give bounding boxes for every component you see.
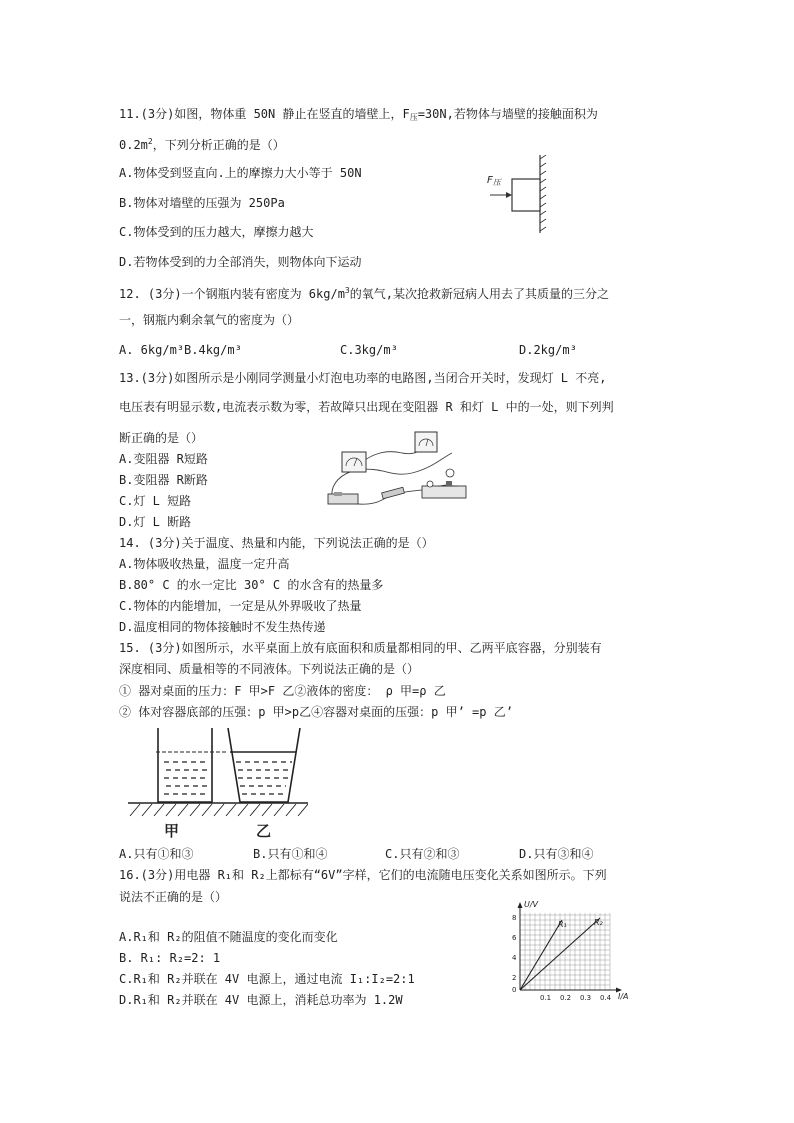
- q15-statement-3-4: ② 体对容器底部的压强：p 甲>p乙④容器对桌面的压强：p 甲’ =p 乙’: [119, 705, 513, 719]
- q15-containers-figure: [128, 726, 308, 840]
- q16-option-c: C.R₁和 R₂并联在 4V 电源上，通过电流 I₁:I₂=2:1: [119, 972, 415, 986]
- q15-label-jia: 甲: [164, 822, 180, 840]
- q16-graph-xlabel: I/A: [618, 992, 629, 1001]
- q15-option-d: D.只有③和④: [519, 847, 594, 861]
- q15-stem-line1: 15. (3分)如图所示，水平桌面上放有底面积和质量都相同的甲、乙两平底容器，分别装有: [119, 641, 602, 655]
- q11-option-a: A.物体受到竖直向.上的摩擦力大小等于 50N: [119, 166, 362, 180]
- q16-graph-r2-label: R₂: [594, 918, 603, 927]
- q11-stem-line2: $0.2m^2$，下列分析正确的是（）: [119, 137, 285, 152]
- q11-wall-figure: [484, 155, 554, 235]
- q13-circuit-figure: [322, 428, 472, 518]
- q13-stem-line1: 13.(3分)如图所示是小刚同学测量小灯泡电功率的电路图,当闭合开关时，发现灯 L 不亮,: [119, 371, 607, 385]
- q14-option-b: B.80° C 的水一定比 30° C 的水含有的热量多: [119, 578, 384, 592]
- q15-option-c: C.只有②和③: [385, 847, 460, 861]
- q13-option-d: D.灯 L 断路: [119, 515, 192, 529]
- q16-option-d: D.R₁和 R₂并联在 4V 电源上，消耗总功率为 1.2W: [119, 993, 403, 1007]
- q16-stem-line2: 说法不正确的是（）: [119, 890, 228, 904]
- q12-stem-line2: 一，钢瓶内剩余氧气的密度为（）: [119, 313, 300, 327]
- q15-statement-1-2: ① 器对桌面的压力：F 甲>F 乙②液体的密度： ρ 甲=ρ 乙: [119, 684, 446, 698]
- q11-option-b: B.物体对墙壁的压强为 250Pa: [119, 196, 285, 210]
- q16-graph-xtick-0-2: 0.2: [560, 994, 572, 1002]
- q16-stem-line1: 16.(3分)用电器 R₁和 R₂上都标有“6V”字样，它们的电流随电压变化关系如图所示。下列: [119, 868, 607, 882]
- q14-option-c: C.物体的内能增加，一定是从外界吸收了热量: [119, 599, 362, 613]
- q15-label-yi: 乙: [256, 822, 272, 840]
- q13-option-a: A.变阻器 R短路: [119, 452, 208, 466]
- q16-graph-r1-label: R₁: [558, 920, 567, 929]
- q12-option-ab: A. 6kg/m³B.4kg/m³: [119, 343, 242, 357]
- q13-option-b: B.变阻器 R断路: [119, 473, 208, 487]
- q16-graph-ytick-6: 6: [512, 934, 517, 942]
- q16-graph-xtick-0-3: 0.3: [580, 994, 592, 1002]
- q16-graph-ytick-8: 8: [512, 914, 517, 922]
- q11-option-d: D.若物体受到的力全部消失，则物体向下运动: [119, 255, 362, 269]
- q15-stem-line2: 深度相同、质量相等的不同液体。下列说法正确的是（）: [119, 662, 420, 676]
- q12-option-c: C.3kg/m³: [340, 343, 398, 357]
- q11-option-c: C.物体受到的压力越大，摩擦力越大: [119, 225, 314, 239]
- q11-stem-line1: 11.(3分)如图，物体重 50N 静止在竖直的墙壁上，$F_压=30N$,若物体与墙壁的接触面积为: [119, 107, 598, 122]
- q15-option-b: B.只有①和④: [253, 847, 328, 861]
- q16-graph-ytick-2: 2: [512, 974, 517, 982]
- q16-graph-ylabel: U/V: [524, 900, 539, 909]
- q13-stem-line2: 电压表有明显示数,电流表示数为零，若故障只出现在变阻器 R 和灯 L 中的一处，则下列判: [119, 400, 614, 414]
- q16-graph-ytick-4: 4: [512, 954, 517, 962]
- q13-stem-line3: 断正确的是（）: [119, 431, 204, 445]
- q14-option-d: D.温度相同的物体接触时不发生热传递: [119, 620, 326, 634]
- q11-force-label: $F_压$: [487, 175, 501, 187]
- q14-option-a: A.物体吸收热量，温度一定升高: [119, 557, 290, 571]
- q16-graph-origin: 0: [512, 986, 517, 994]
- q14-stem: 14. (3分)关于温度、热量和内能，下列说法正确的是（）: [119, 536, 434, 550]
- q12-stem-line1: 12. (3分)一个钢瓶内装有密度为 $6kg/m^3$的氧气,某次抢救新冠病人用去了其质量的三分之: [119, 286, 609, 301]
- q16-graph-xtick-0-4: 0.4: [600, 994, 612, 1002]
- q12-option-d: D.2kg/m³: [519, 343, 577, 357]
- q16-graph-xtick-0-1: 0.1: [540, 994, 552, 1002]
- q16-option-a: A.R₁和 R₂的阻值不随温度的变化而变化: [119, 930, 338, 944]
- q15-option-a: A.只有①和③: [119, 847, 194, 861]
- q13-option-c: C.灯 L 短路: [119, 494, 192, 508]
- q16-ui-graph: [500, 898, 650, 1008]
- q16-option-b: B. R₁: R₂=2: 1: [119, 951, 221, 965]
